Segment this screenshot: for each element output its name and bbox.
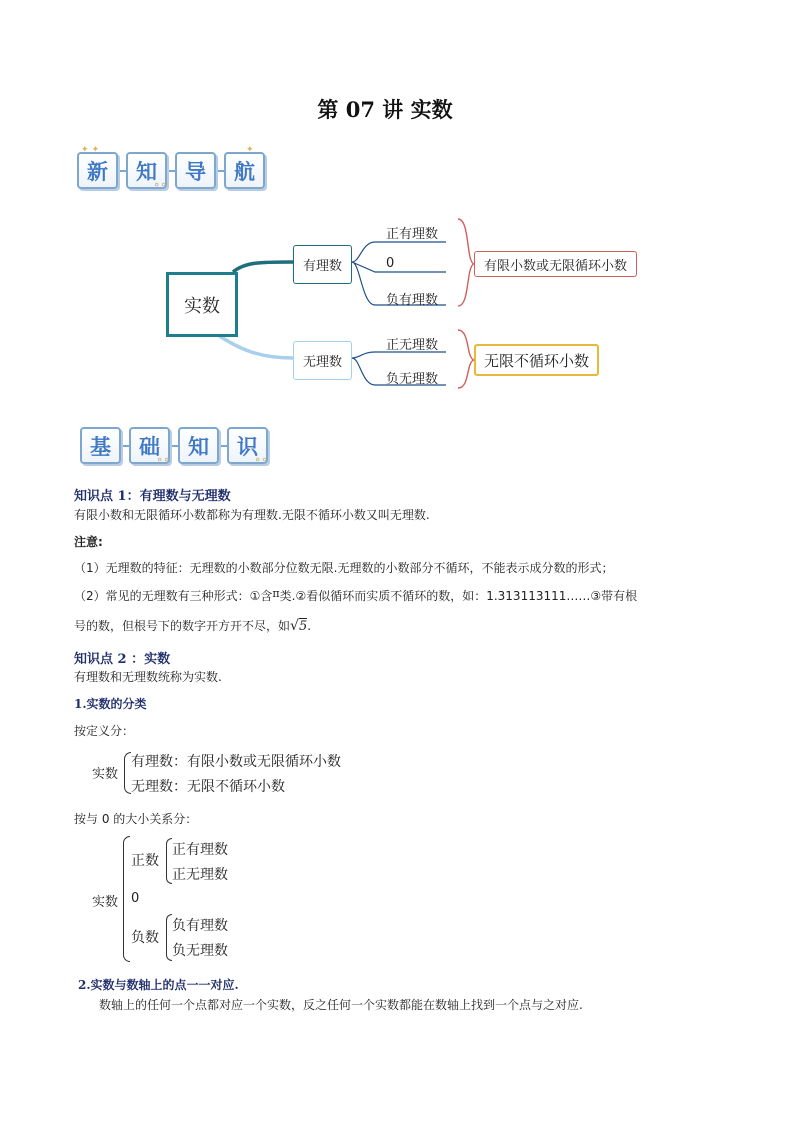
def-item: 无理数：无限不循环小数 [131, 779, 285, 795]
page-title: 第 07 讲 实数 [317, 97, 453, 122]
k1-heading: 知识点 1：有理数与无理数 [74, 489, 231, 504]
badge-char: 础 ∘∘ [129, 427, 170, 464]
k2-sub1: 1.实数的分类 [74, 697, 147, 711]
badge-char: 航 ✦ [224, 152, 265, 189]
note-item-2: （2）常见的无理数有三种形式：①含π类.②看似循环而实质不循环的数，如：1.313113111……③带有根 [74, 587, 638, 603]
badge-char: 基 [80, 427, 121, 464]
note-item-3: 号的数，但根号下的数字开方开不尽，如√5. [74, 618, 312, 634]
mindmap-leaf: 正有理数 [386, 227, 439, 242]
by-size-label: 按与 0 的大小关系分： [74, 812, 198, 826]
k2-sub2-text: 数轴上的任何一个点都对应一个实数，反之任何一个实数都能在数轴上找到一个点与之对应. [99, 998, 583, 1012]
k2-definition: 有理数和无理数统称为实数. [74, 670, 222, 684]
size-root: 实数 [92, 895, 119, 910]
badge-char: 知 [178, 427, 219, 464]
mindmap-irrational-note: 无限不循环小数 [474, 344, 599, 376]
positive-item: 正无理数 [172, 867, 228, 883]
mindmap-rational-note: 有限小数或无限循环小数 [474, 251, 637, 277]
dots-icon: ∘∘ [254, 453, 268, 466]
by-definition-label: 按定义分： [74, 724, 135, 738]
mindmap-rational-node: 有理数 [293, 245, 352, 284]
mindmap-irrational-node: 无理数 [293, 341, 352, 380]
def-root: 实数 [92, 767, 119, 782]
section-banner-basic-knowledge [80, 427, 268, 464]
negative-label: 负数 [131, 930, 159, 946]
zero-label: 0 [131, 891, 140, 906]
mindmap-leaf: 0 [386, 256, 395, 271]
sparkle-icon: ✦ ✦ [81, 145, 100, 155]
positive-label: 正数 [131, 853, 159, 869]
badge-char: 导 [175, 152, 216, 189]
badge-char: 知 ∘∘ [126, 152, 167, 189]
note-item-1: （1）无理数的特征：无理数的小数部分位数无限.无理数的小数部分不循环，不能表示成分数的形式； [74, 561, 614, 575]
mindmap-leaf: 正无理数 [386, 338, 439, 353]
brace [124, 752, 131, 794]
badge-connector [170, 445, 178, 447]
badge-connector [121, 445, 129, 447]
k2-heading: 知识点 2 ：实数 [74, 652, 171, 667]
k2-sub2: 2.实数与数轴上的点一一对应. [78, 978, 239, 992]
def-item: 有理数：有限小数或无限循环小数 [131, 754, 341, 770]
k1-definition: 有限小数和无限循环小数都称为有理数.无限不循环小数又叫无理数. [74, 508, 430, 522]
mindmap-leaf: 负有理数 [386, 293, 439, 308]
badge-char: 识 ∘∘ [227, 427, 268, 464]
positive-item: 正有理数 [172, 842, 228, 858]
sparkle-icon: ✦ [246, 145, 254, 155]
dots-icon: ∘∘ [156, 453, 170, 466]
note-label: 注意: [74, 535, 103, 549]
dots-icon: ∘∘ [153, 178, 167, 191]
badge-char: ✦ ✦ 新 [77, 152, 118, 189]
brace [123, 836, 130, 962]
mindmap-root-node: 实数 [166, 272, 238, 337]
mindmap-leaf: 负无理数 [386, 372, 439, 387]
negative-item: 负无理数 [172, 943, 228, 959]
badge-connector [219, 445, 227, 447]
mindmap-connectors [0, 0, 794, 420]
negative-item: 负有理数 [172, 918, 228, 934]
